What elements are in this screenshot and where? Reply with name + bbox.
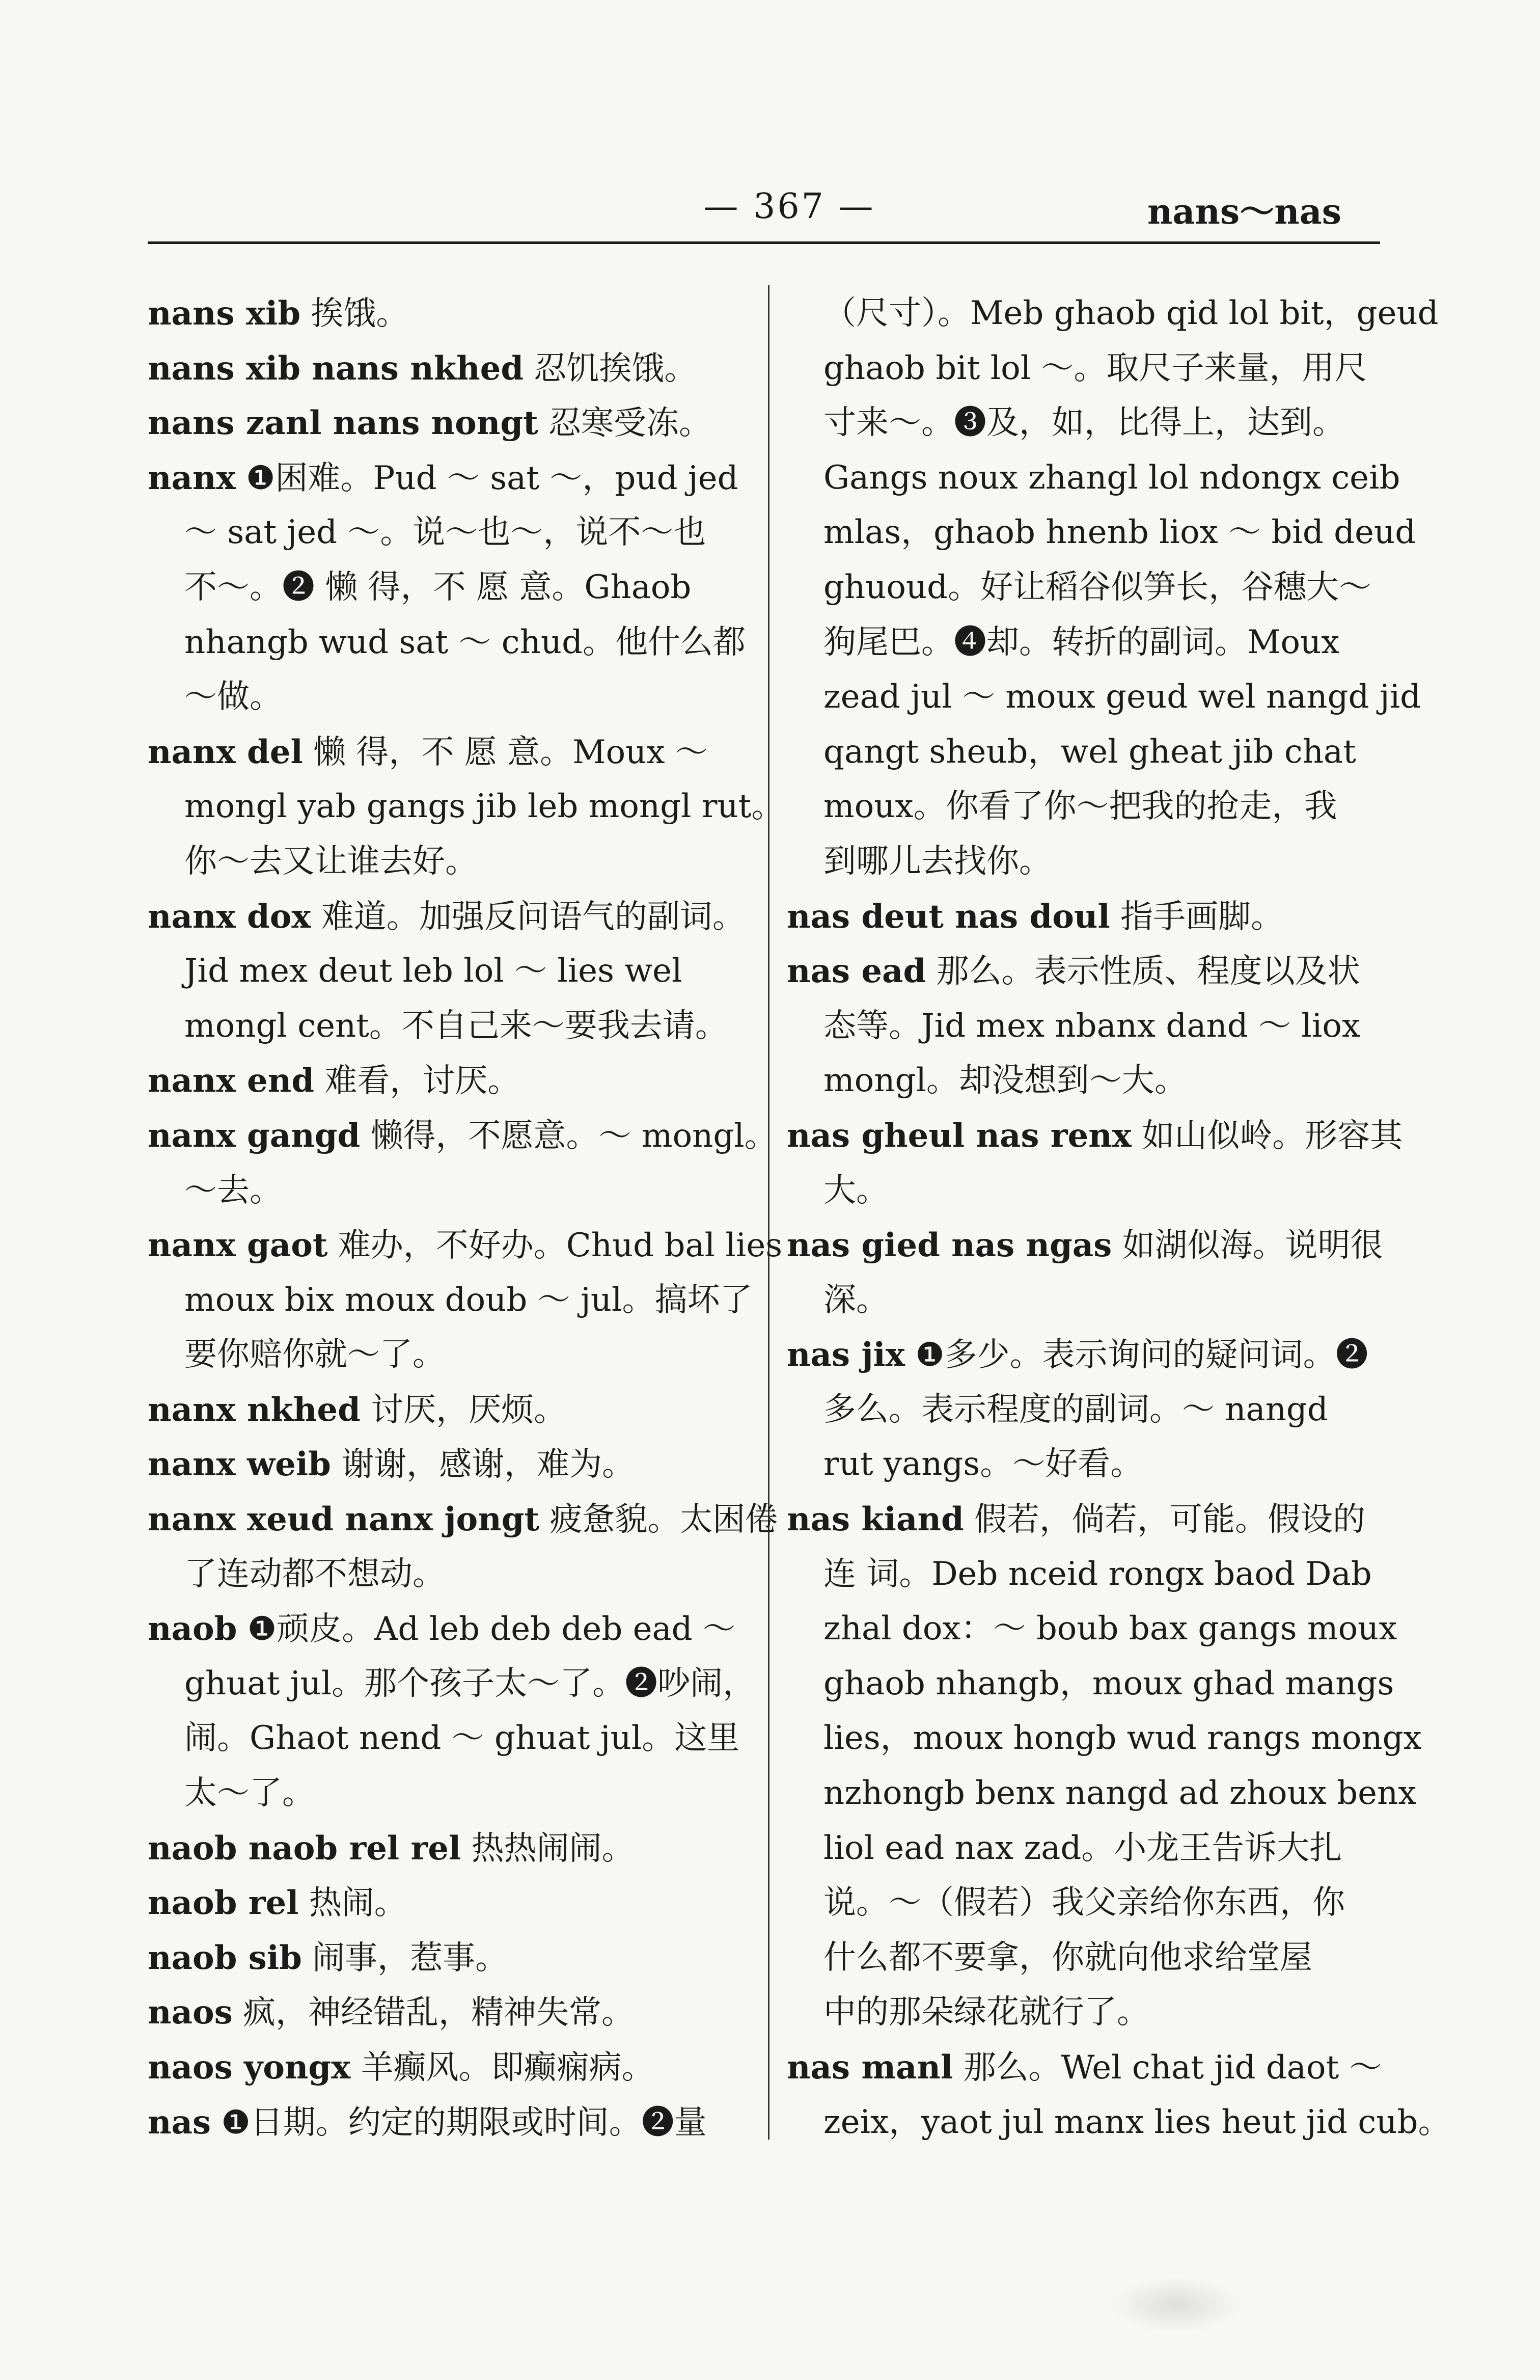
definition-text: 羊癫风。即癫痫病。	[350, 2049, 654, 2087]
continuation-line	[787, 560, 1380, 615]
continuation-line	[787, 1602, 1397, 1657]
continuation-line	[787, 1931, 1380, 1986]
definition-text: 深。	[823, 1281, 889, 1319]
definition-text: ❶多少。表示询问的疑问词。❷	[904, 1336, 1368, 1374]
continuation-line	[787, 1383, 1380, 1438]
definition-text: ghuat jul。那个孩子太～了。❷吵闹，	[184, 1664, 756, 1702]
headword: nanx weib	[148, 1445, 331, 1484]
definition-text: 懒 得，不 愿 意。Moux ～	[302, 733, 708, 771]
continuation-line	[148, 1328, 744, 1383]
headword: naob	[148, 1610, 237, 1648]
entry-line	[787, 1492, 1380, 1547]
entry-line	[787, 2040, 1380, 2095]
definition-text: zhal dox：～ boub bax gangs moux	[823, 1610, 1397, 1648]
definition-text: 难看，讨厌。	[314, 1062, 520, 1100]
definition-text: 谢谢，感谢，难为。	[331, 1446, 635, 1484]
continuation-line	[787, 1164, 1380, 1219]
headword: nas jix	[787, 1336, 905, 1374]
entry-line	[148, 396, 744, 451]
definition-text: 忍寒受冻。	[538, 404, 712, 443]
continuation-line	[787, 1273, 1380, 1328]
definition-text: 大。	[823, 1171, 889, 1209]
definition-text: 闹事，惹事。	[301, 1939, 508, 1977]
continuation-line	[148, 999, 744, 1054]
definition-text: 说。～（假若）我父亲给你东西，你	[823, 1884, 1345, 1922]
header-rule	[148, 241, 1380, 244]
entry-line	[787, 1328, 1380, 1383]
headword: nas gheul nas renx	[787, 1116, 1132, 1155]
headword: nanx del	[148, 733, 303, 771]
definition-text: liol ead nax zad。小龙王告诉大扎	[823, 1829, 1342, 1867]
headword: nas kiand	[787, 1500, 964, 1539]
entry-line	[148, 451, 744, 506]
continuation-line	[148, 1547, 744, 1602]
running-head: nans～nas	[1147, 192, 1341, 232]
definition-text: zeix，yaot jul manx lies heut jid cub。	[823, 2103, 1451, 2141]
continuation-line	[787, 1876, 1380, 1931]
headword: nas ead	[787, 952, 926, 991]
continuation-line	[148, 779, 784, 834]
entry-line	[148, 286, 744, 341]
definition-text: 到哪儿去找你。	[823, 842, 1052, 880]
definition-text: 要你赔你就～了。	[184, 1336, 445, 1374]
definition-text: 狗尾巴。❹却。转折的副词。Moux	[823, 623, 1340, 661]
entry-line	[787, 1108, 1403, 1164]
continuation-line	[787, 505, 1416, 560]
continuation-line	[148, 1273, 753, 1328]
headword: nanx end	[148, 1062, 314, 1100]
entry-line	[148, 341, 744, 396]
continuation-line	[787, 1821, 1380, 1876]
continuation-line	[148, 944, 744, 999]
scan-smudge	[1110, 2277, 1243, 2333]
definition-text: mlas，ghaob hnenb liox ～ bid deud	[823, 513, 1416, 552]
headword: nanx xeud nanx jongt	[148, 1500, 540, 1539]
column-divider	[768, 285, 769, 2140]
definition-text: ～去。	[184, 1171, 282, 1209]
definition-text: 热闹。	[298, 1884, 407, 1923]
definition-text: 那么。Wel chat jid daot ～	[953, 2049, 1382, 2087]
continuation-line	[787, 396, 1380, 451]
definition-text: 难道。加强反问语气的副词。	[311, 898, 745, 936]
entry-line	[148, 1876, 744, 1931]
continuation-line	[787, 834, 1380, 889]
definition-text: Jid mex deut leb lol ～ lies wel	[184, 952, 682, 990]
continuation-line	[148, 560, 744, 615]
continuation-line	[148, 1657, 756, 1712]
entry-line	[148, 1492, 778, 1547]
definition-text: mongl yab gangs jib leb mongl rut。	[184, 788, 784, 826]
entry-line	[787, 889, 1380, 944]
entry-line	[148, 725, 744, 780]
continuation-line	[787, 451, 1400, 506]
definition-text: ghuoud。好让稻谷似笋长，谷穗大～	[823, 568, 1372, 606]
definition-text: 太～了。	[184, 1774, 315, 1813]
definition-text: 闹。Ghaot nend ～ ghuat jul。这里	[184, 1719, 740, 1757]
headword: nas manl	[787, 2048, 953, 2087]
definition-text: rut yangs。～好看。	[823, 1445, 1143, 1483]
headword: nanx gaot	[148, 1226, 328, 1265]
headword: nanx	[148, 458, 236, 497]
definition-text: 多么。表示程度的副词。～ nangd	[823, 1390, 1328, 1428]
continuation-line	[787, 2095, 1451, 2150]
entry-line	[148, 1985, 744, 2040]
definition-text: ～ sat jed ～。说～也～，说不～也	[184, 513, 706, 552]
left-column	[148, 286, 784, 2150]
continuation-line	[787, 1547, 1380, 1602]
definition-text: 讨厌，厌烦。	[360, 1391, 567, 1429]
definition-text: 什么都不要拿，你就向他求给堂屋	[823, 1938, 1312, 1977]
entry-line	[148, 1821, 744, 1876]
definition-text: nzhongb benx nangd ad zhoux benx	[823, 1774, 1417, 1813]
continuation-line	[787, 670, 1421, 725]
definition-text: 难办，不好办。Chud bal lies	[327, 1227, 783, 1265]
definition-text: 态等。Jid mex nbanx dand ～ liox	[823, 1007, 1360, 1045]
definition-text: mongl。却没想到～大。	[823, 1062, 1187, 1100]
entry-line	[148, 1383, 744, 1438]
entry-line	[148, 1053, 744, 1108]
definition-text: zead jul ～ moux geud wel nangd jid	[823, 678, 1421, 716]
definition-text: 你～去又让谁去好。	[184, 842, 478, 880]
entry-line	[787, 1218, 1383, 1273]
continuation-line	[787, 1766, 1417, 1821]
entry-line	[148, 2040, 744, 2095]
definition-text: 寸来～。❸及，如，比得上，达到。	[823, 404, 1345, 442]
right-column	[787, 286, 1451, 2150]
entry-line	[148, 1108, 777, 1164]
definition-text: 连 词。Deb nceid rongx baod Dab	[823, 1555, 1372, 1593]
definition-text: 疯，神经错乱，精神失常。	[232, 1994, 635, 2032]
entry-line	[148, 1602, 744, 1657]
entry-line	[148, 2095, 744, 2150]
headword: naob rel	[148, 1884, 299, 1923]
definition-text: ❶困难。Pud ～ sat ～，pud jed	[235, 459, 738, 497]
continuation-line	[787, 779, 1380, 834]
continuation-line	[148, 505, 744, 560]
definition-text: ～做。	[184, 678, 282, 716]
definition-text: 如湖似海。说明很	[1112, 1227, 1383, 1265]
continuation-line	[787, 341, 1380, 396]
continuation-line	[787, 1711, 1422, 1766]
definition-text: ❶日期。约定的期限或时间。❷量	[211, 2103, 707, 2142]
headword: nanx nkhed	[148, 1390, 361, 1429]
definition-text: （尺寸）。Meb ghaob qid lol bit，geud	[823, 294, 1439, 332]
definition-text: 假若，倘若，可能。假设的	[964, 1501, 1366, 1539]
continuation-line	[787, 1657, 1394, 1712]
headword: naos yongx	[148, 2048, 351, 2087]
continuation-line	[787, 725, 1380, 780]
definition-text: Gangs noux zhangl lol ndongx ceib	[823, 458, 1400, 497]
entry-line	[787, 944, 1380, 999]
headword: nas deut nas doul	[787, 897, 1110, 936]
entry-line	[148, 889, 744, 944]
definition-text: 指手画脚。	[1110, 898, 1284, 936]
definition-text: ❶顽皮。Ad leb deb deb ead ～	[237, 1610, 735, 1648]
definition-text: 中的那朵绿花就行了。	[823, 1993, 1149, 2032]
continuation-line	[148, 615, 744, 670]
continuation-line	[787, 286, 1439, 341]
definition-text: 那么。表示性质、程度以及状	[926, 953, 1360, 991]
continuation-line	[787, 615, 1380, 670]
page-number: — 367 —	[703, 186, 875, 227]
headword: nanx gangd	[148, 1116, 361, 1155]
continuation-line	[787, 999, 1380, 1054]
definition-text: ghaob nhangb，moux ghad mangs	[823, 1664, 1394, 1702]
continuation-line	[787, 1985, 1380, 2040]
headword: naob naob rel rel	[148, 1829, 461, 1868]
definition-text: 懒得，不愿意。～ mongl。	[360, 1117, 777, 1155]
definition-text: ghaob bit lol ～。取尺子来量，用尺	[823, 349, 1367, 387]
definition-text: mongl cent。不自己来～要我去请。	[184, 1007, 728, 1045]
headword: naos	[148, 1993, 233, 2032]
headword: nanx dox	[148, 897, 311, 936]
definition-text: 热热闹闹。	[461, 1829, 635, 1868]
definition-text: 挨饿。	[300, 295, 409, 333]
continuation-line	[148, 1711, 744, 1766]
definition-text: 如山似岭。形容其	[1131, 1117, 1403, 1155]
continuation-line	[787, 1053, 1380, 1108]
continuation-line	[148, 834, 744, 889]
entry-line	[148, 1437, 744, 1492]
definition-text: 不～。❷ 懒 得，不 愿 意。Ghaob	[184, 568, 692, 606]
headword: nans zanl nans nongt	[148, 404, 538, 443]
definition-text: qangt sheub，wel gheat jib chat	[823, 733, 1356, 771]
definition-text: 忍饥挨饿。	[524, 349, 697, 388]
entry-line	[148, 1218, 783, 1273]
headword: nans xib	[148, 294, 301, 333]
headword: nas gied nas ngas	[787, 1226, 1112, 1265]
continuation-line	[148, 670, 744, 725]
continuation-line	[148, 1164, 744, 1219]
definition-text: moux bix moux doub ～ jul。搞坏了	[184, 1281, 753, 1319]
headword: naob sib	[148, 1938, 302, 1977]
definition-text: 了连动都不想动。	[184, 1555, 445, 1593]
definition-text: lies，moux hongb wud rangs mongx	[823, 1719, 1422, 1757]
definition-text: moux。你看了你～把我的抢走，我	[823, 788, 1337, 826]
entry-line	[148, 1931, 744, 1986]
definition-text: 疲惫貌。太困倦	[539, 1501, 778, 1539]
definition-text: nhangb wud sat ～ chud。他什么都	[184, 623, 746, 661]
continuation-line	[787, 1437, 1380, 1492]
headword: nans xib nans nkhed	[148, 349, 524, 388]
continuation-line	[148, 1766, 744, 1821]
headword: nas	[148, 2103, 211, 2142]
